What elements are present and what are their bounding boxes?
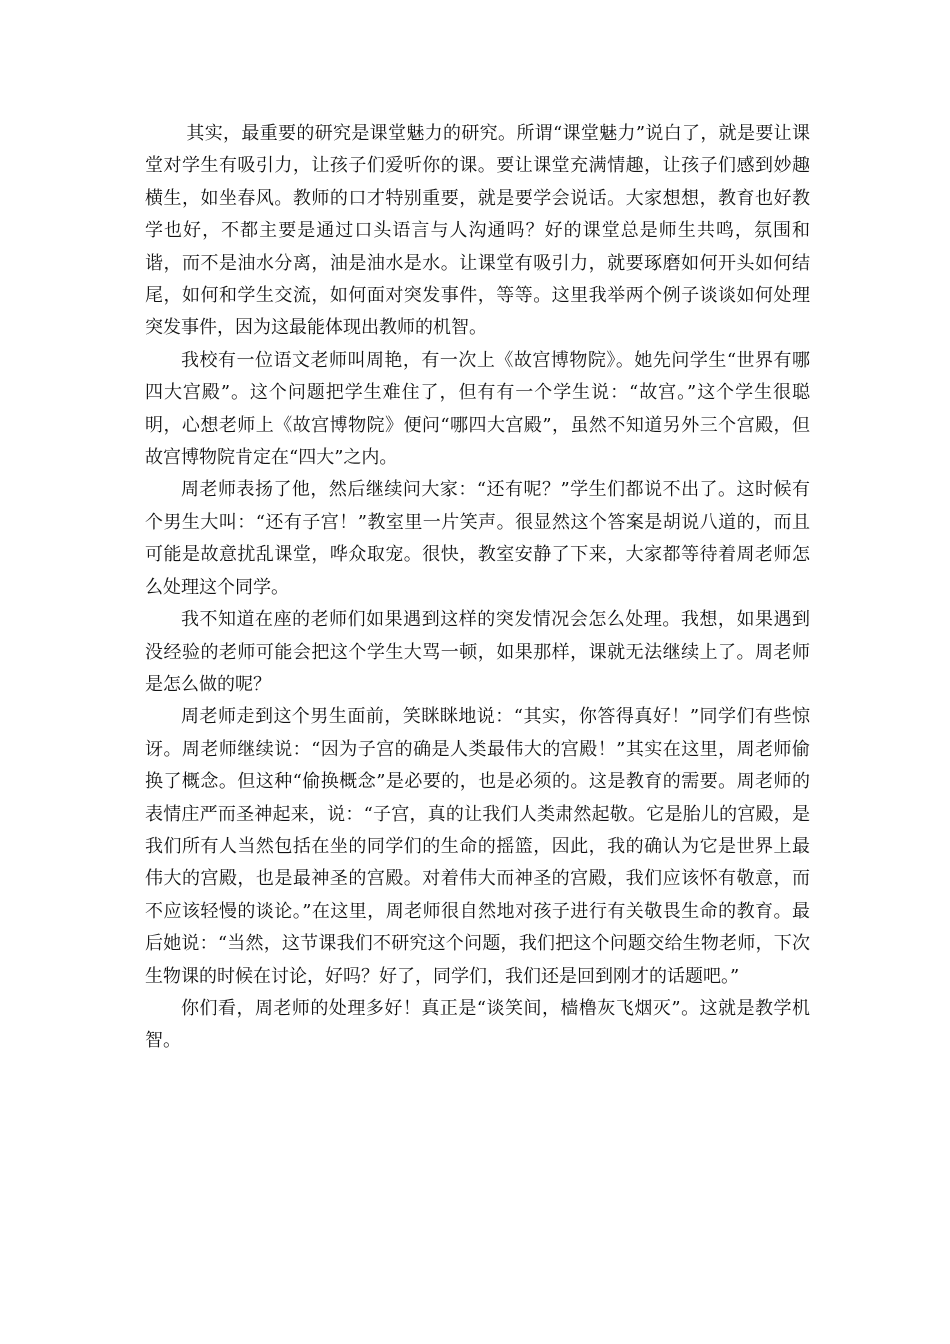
paragraph-teacher-zhou-yan: 我校有一位语文老师叫周艳，有一次上《故宫博物院》。她先问学生“世界有哪四大宫殿”。这个问题把学生难住了，但有有一个学生说：“故宫。”这个学生很聪明，心想老师上《故宫博物院》便问“哪四大宫殿”，虽然不知道另外三个宫殿，但故宫博物院肯定在“四大”之内。 (145, 349, 810, 469)
paragraph-classroom-charm: 其实，最重要的研究是课堂魅力的研究。所谓“课堂魅力”说白了，就是要让课堂对学生有吸引力，让孩子们爱听你的课。要让课堂充满情趣，让孩子们感到妙趣横生，如坐春风。教师的口才特别重要，就是要学会说话。大家想想，教育也好教学也好，不都主要是通过口头语言与人沟通吗？好的课堂总是师生共鸣，氛围和谐，而不是油水分离，油是油水是水。让课堂有吸引力，就要琢磨如何开头如何结尾，如何和学生交流，如何面对突发事件，等等。这里我举两个例子谈谈如何处理突发事件，因为这最能体现出教师的机智。 (145, 123, 810, 339)
document-body (145, 118, 810, 1058)
paragraph-teaching-wit: 你们看，周老师的处理多好！真正是“谈笑间，樯橹灰飞烟灭”。这就是教学机智。 (145, 997, 810, 1052)
paragraph-how-to-handle: 我不知道在座的老师们如果遇到这样的突发情况会怎么处理。我想，如果遇到没经验的老师可能会把这个学生大骂一顿，如果那样，课就无法继续上了。周老师是怎么做的呢？ (145, 609, 810, 695)
paragraph-teacher-response: 周老师走到这个男生面前，笑眯眯地说：“其实，你答得真好！”同学们有些惊讶。周老师继续说：“因为子宫的确是人类最伟大的宫殿！”其实在这里，周老师偷换了概念。但这种“偷换概念”是必要的，也是必须的。这是教育的需要。周老师的表情庄严而圣神起来，说：“子宫，真的让我们人类肃然起敬。它是胎儿的宫殿，是我们所有人当然包括在坐的同学们的生命的摇篮，因此，我的确认为它是世界上最伟大的宫殿，也是最神圣的宫殿。对着伟大而神圣的宫殿，我们应该怀有敬意，而不应该轻慢的谈论。”在这里，周老师很自然地对孩子进行有关敬畏生命的教育。最后她说：“当然，这节课我们不研究这个问题，我们把这个问题交给生物老师，下次生物课的时候在讨论，好吗？好了，同学们，我们还是回到刚才的话题吧。” (145, 706, 810, 987)
paragraph-boy-shouts: 周老师表扬了他，然后继续问大家：“还有呢？”学生们都说不出了。这时候有个男生大叫：“还有子宫！”教室里一片笑声。很显然这个答案是胡说八道的，而且可能是故意扰乱课堂，哗众取宠。很快，教室安静了下来，大家都等待着周老师怎么处理这个同学。 (145, 479, 810, 598)
